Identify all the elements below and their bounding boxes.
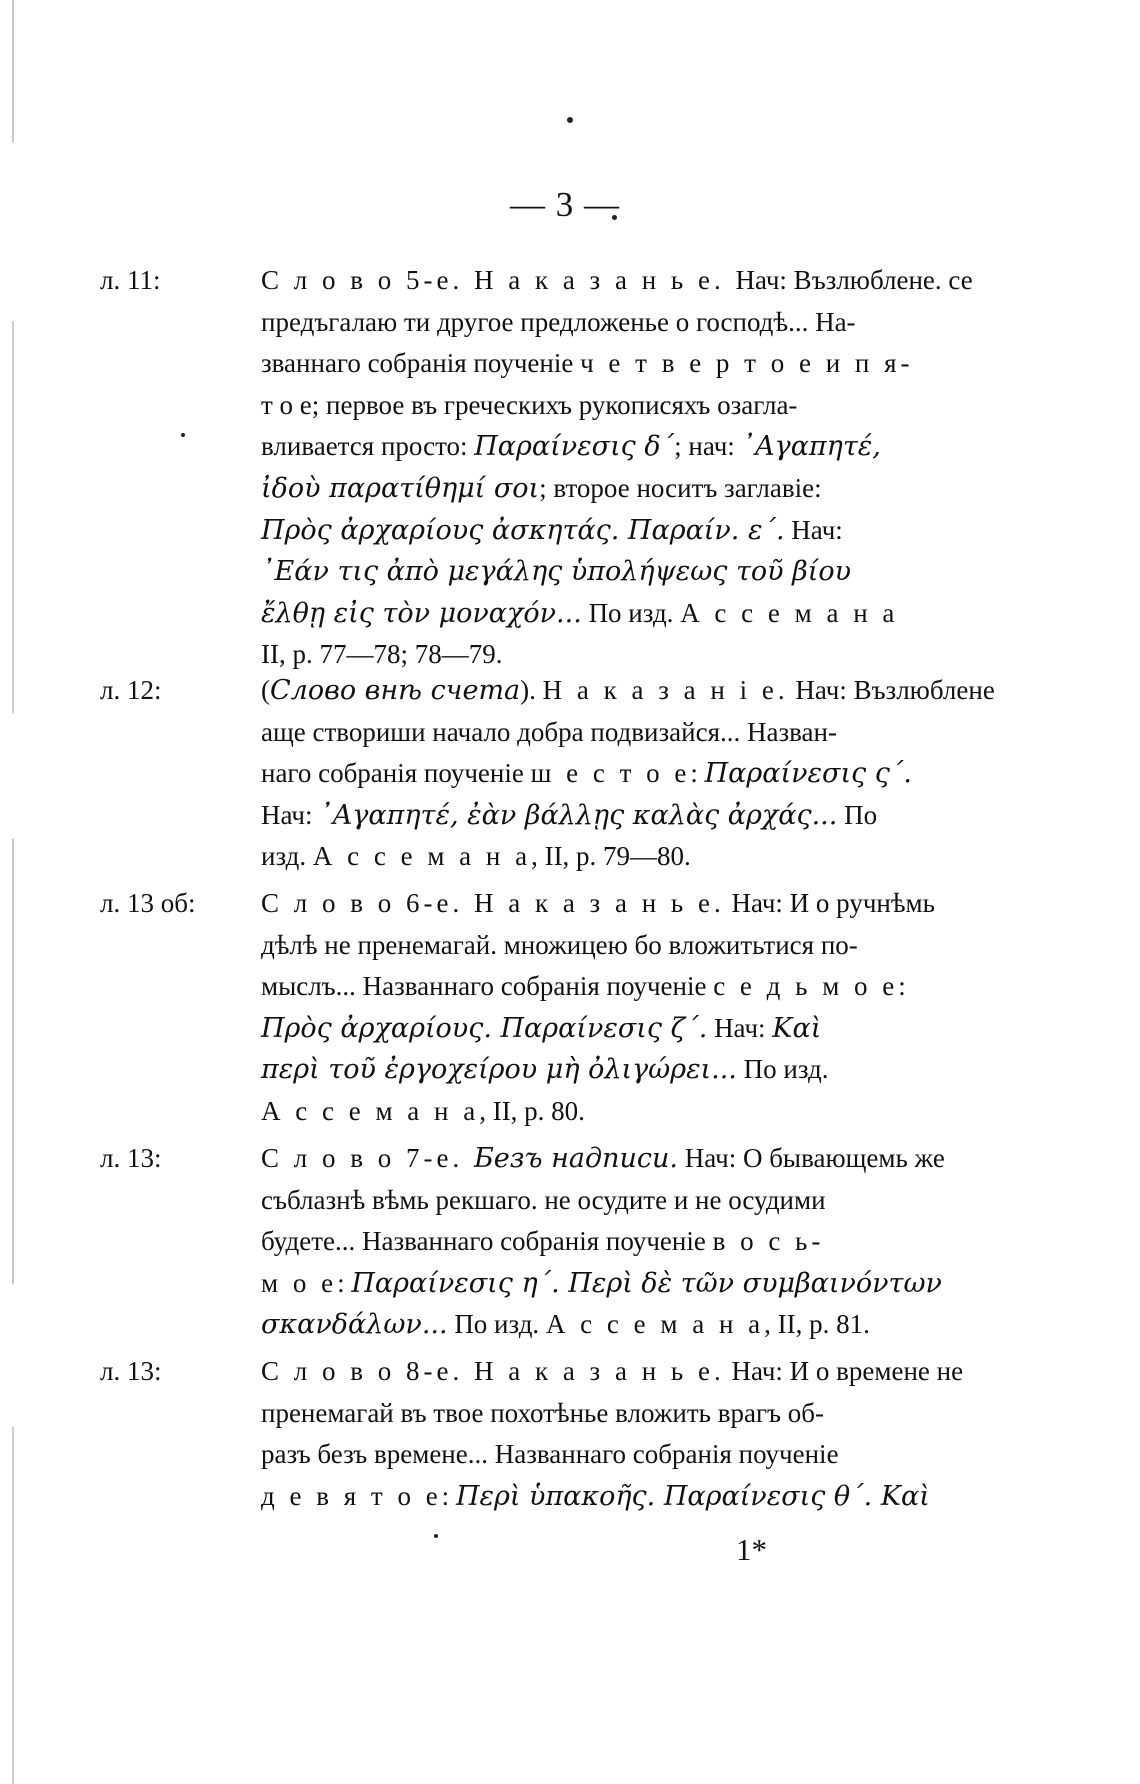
italic-text: Безъ надписи. <box>473 1143 678 1174</box>
spaced-text: С л о в о 7-е. <box>261 1143 474 1173</box>
text-segment: аще створиши начало добра подвизайся... Назван- <box>261 716 837 747</box>
text-segment: наго собранія поученіе <box>261 758 531 789</box>
spaced-text: С л о в о 6-е. <box>261 888 474 918</box>
entry-line <box>100 260 973 302</box>
leaf-reference: л. 13: <box>100 1143 162 1173</box>
manuscript-entry <box>100 670 995 878</box>
text-segment: , II, p. 80. <box>479 1095 585 1126</box>
entry-line <box>100 883 940 925</box>
text-segment: По изд. <box>736 1054 829 1085</box>
text-segment: Нач: <box>784 514 843 545</box>
spaced-text: А с с е м а н а <box>312 841 532 872</box>
entry-line <box>100 966 940 1008</box>
entry-line <box>100 593 940 635</box>
text-segment: Нач: <box>261 799 320 830</box>
spaced-text: с е д ь м о е <box>713 971 899 1002</box>
entry-line <box>100 1393 940 1435</box>
spaced-text: ш е с т о е <box>530 758 691 789</box>
text-segment: По <box>837 799 878 830</box>
entry-line <box>100 1091 940 1133</box>
italic-text: Слово внѣ счета <box>270 675 521 706</box>
italic-text: ἔλθῃ εἰς τὸν μοναχόν... <box>261 597 582 629</box>
leaf-reference: л. 13: <box>100 1356 162 1386</box>
italic-text: Πρὸς ἀρχαρίους. Παραίνεσις ζ´. <box>261 1012 708 1044</box>
text-segment: : <box>690 758 705 789</box>
manuscript-entry <box>100 1138 945 1346</box>
entry-line <box>100 795 940 837</box>
text-segment: Нач: Възлюблене. се <box>735 265 973 295</box>
entry-line <box>100 1008 940 1050</box>
text-segment: будете... Названнаго собранія поученіе <box>261 1226 713 1257</box>
text-segment: Нач: И о времене не <box>724 1356 964 1386</box>
entry-line <box>100 1304 940 1346</box>
entry-line <box>100 1049 940 1091</box>
entry-line <box>100 1180 940 1222</box>
entry-line <box>100 670 995 712</box>
italic-text: Καὶ <box>772 1012 822 1044</box>
italic-text: ᾿Αγαπητέ, <box>741 431 881 463</box>
text-segment: , II, p. 79—80. <box>531 841 691 872</box>
spaced-text: Н а к а з а н ь е. <box>473 888 725 918</box>
page-number: — 3 — <box>510 185 620 224</box>
italic-text: ᾿Αγαπητέ, ἐὰν βάλλῃς καλὰς ἀρχάς... <box>319 799 838 831</box>
text-segment: пренемагай въ твое похотѣнье вложить врагъ об- <box>261 1397 824 1428</box>
italic-text: Περὶ ὑπακοῆς. Παραίνεσις θ´. Καὶ <box>455 1480 930 1512</box>
entry-line <box>100 925 940 967</box>
entry-line <box>100 385 940 427</box>
spaced-text: С л о в о 5-е. <box>261 265 474 295</box>
entry-line <box>100 753 940 795</box>
text-segment: : <box>337 1267 352 1298</box>
text-segment: По изд. <box>447 1309 546 1340</box>
text-segment: II, p. 77—78; 78—79. <box>261 639 503 670</box>
italic-text: ᾿Εάν τις ἀπὸ μεγάλης ὑπολήψεως τοῦ βίου <box>261 556 852 588</box>
text-segment: дѣлѣ не пренемагай. множицею бо вложитьтися по- <box>261 929 858 960</box>
entry-line <box>100 1221 940 1263</box>
text-segment: ). <box>520 675 543 705</box>
spaced-text: д е в я т о е <box>261 1480 442 1511</box>
text-segment: По изд. <box>581 597 681 628</box>
leaf-reference: л. 13 об: <box>100 888 196 918</box>
manuscript-entry <box>100 260 973 676</box>
text-segment: ( <box>261 675 270 705</box>
italic-text: Πρὸς ἀρχαρίους ἀσκητάς. Παραίν. ε´. <box>261 514 785 546</box>
scan-edge-mark <box>12 0 14 1784</box>
italic-text: Παραίνεσις η´. Περὶ δὲ τῶν συμβαινόντων <box>351 1267 942 1299</box>
text-segment: званнаго собранія поученіе <box>261 348 581 379</box>
text-segment: Нач: И о ручнѣмь <box>724 888 935 918</box>
text-segment: ; второе носитъ заглавіе: <box>539 472 822 503</box>
entry-line <box>100 510 940 552</box>
entry-line <box>100 343 940 385</box>
text-segment: : <box>441 1480 456 1511</box>
text-segment: мыслъ... Названнаго собранія поученіе <box>261 971 714 1002</box>
spaced-text: А с с е м а н а <box>680 597 899 628</box>
text-segment: изд. <box>261 841 313 872</box>
text-segment: съблазнѣ вѣмь рекшаго. не осудите и не осудими <box>261 1184 826 1215</box>
text-segment: т о е; первое въ греческихъ рукописяхъ озагла- <box>261 389 798 420</box>
printer-signature: 1* <box>736 1532 767 1567</box>
spaced-text: Н а к а з а н і е. <box>542 675 789 705</box>
italic-text: περὶ τοῦ ἐργοχείρου μὴ ὀλιγώρει... <box>261 1054 737 1086</box>
spaced-text: ч е т в е р т о е и п я- <box>580 348 914 379</box>
entry-line <box>100 551 940 593</box>
spaced-text: С л о в о 8-е. <box>261 1356 474 1386</box>
spaced-text: А с с е м а н а <box>261 1095 480 1126</box>
text-segment: вливается просто: <box>261 431 475 462</box>
italic-text: ἰδοὺ παρατίθημί σοι <box>261 472 540 504</box>
leaf-reference: л. 11: <box>100 265 161 295</box>
print-speck <box>434 1534 438 1538</box>
text-segment: : <box>898 971 906 1002</box>
italic-text: σκανδάλων... <box>261 1309 448 1341</box>
manuscript-entry <box>100 883 940 1133</box>
print-speck <box>567 117 573 123</box>
text-segment: предъгалаю ти другое предложенье о господѣ... На- <box>261 306 856 337</box>
spaced-text: А с с е м а н а <box>545 1309 765 1340</box>
spaced-text: Н а к а з а н ь е. <box>473 265 736 295</box>
text-segment: разъ безъ времене... Названнаго собранія поученіе <box>261 1439 839 1470</box>
entry-line <box>100 1351 964 1393</box>
text-segment: ; нач: <box>674 431 742 462</box>
spaced-text: м о е <box>261 1267 338 1298</box>
entry-line <box>100 712 940 754</box>
italic-text: Παραίνεσις ς´. <box>704 758 912 790</box>
entry-line <box>100 1476 940 1518</box>
text-segment: Нач: О бывающемь же <box>677 1143 945 1173</box>
spaced-text: в о с ь- <box>712 1226 825 1257</box>
manuscript-entry <box>100 1351 964 1517</box>
leaf-reference: л. 12: <box>100 675 162 705</box>
entry-line <box>100 468 940 510</box>
spaced-text: Н а к а з а н ь е. <box>473 1356 725 1386</box>
entry-line <box>100 1263 940 1305</box>
entry-line <box>100 1138 945 1180</box>
text-segment: , II, p. 81. <box>764 1309 870 1340</box>
entry-line <box>100 1434 940 1476</box>
text-segment: Нач: <box>707 1012 773 1043</box>
text-segment: Нач: Възлюблене <box>788 675 995 705</box>
entry-line <box>100 836 940 878</box>
entry-line <box>100 302 940 344</box>
italic-text: Παραίνεσις δ´ <box>474 431 675 463</box>
entry-line <box>100 426 940 468</box>
